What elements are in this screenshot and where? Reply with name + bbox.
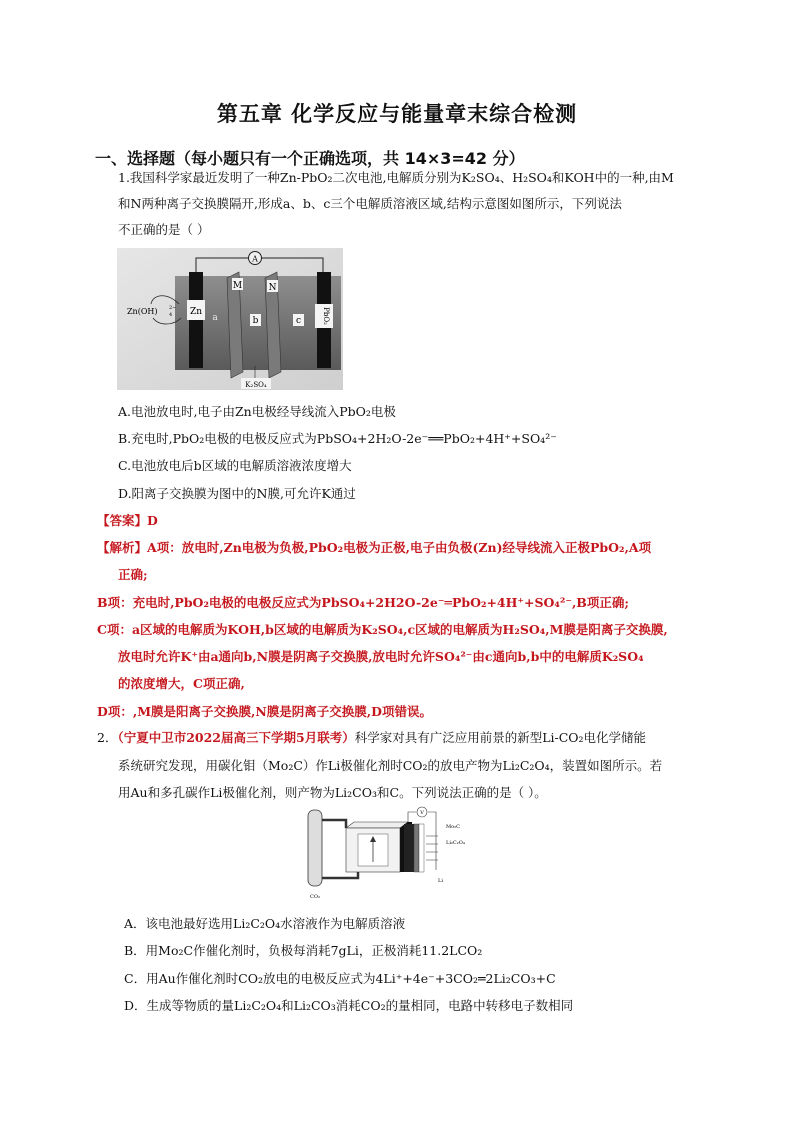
region-c-label: c [295,316,302,326]
q2-stem-line-2: 系统研究发现，用碳化钼（Mo₂C）作Li极催化剂时CO₂的放电产物为Li₂C₂O₄，装置如图所示。若 [118,758,663,773]
q1-analysis-line-1 [97,540,651,556]
q2-stem-line-1 [97,730,646,746]
zincate-charge: 2− [169,305,177,311]
q1-option-b: B.充电时,PbO₂电极的电极反应式为PbSO₄+2H₂O-2e⁻══PbO₂+4H⁺+SO₄²⁻ [118,431,557,446]
m-label: M [232,281,243,291]
k2so4-label: K₂SO₄ [245,381,267,389]
q2-source: （宁夏中卫市2022届高三下学期5月联考） [117,730,355,745]
zincate-label: Zn(OH) [127,307,158,316]
q1-analysis-line-7: D项：,M膜是阳离子交换膜,N膜是阴离子交换膜,D项错误。 [97,704,432,719]
zn-label: Zn [189,307,203,317]
region-b-label: b [252,316,259,326]
q2-option-d: D．生成等物质的量Li₂C₂O₄和Li₂CO₃消耗CO₂的量相同，电路中转移电子数相同 [124,998,574,1013]
n-label: N [268,283,277,293]
q1-analysis-line-6: 的浓度增大，C项正确, [118,676,245,691]
analysis-text: A项：放电时,Zn电极为负极,PbO₂电极为正极,电子由负极(Zn)经导线流入正极PbO₂,A项 [147,540,652,555]
q1-stem-line-3: 不正确的是（ ） [118,222,210,237]
q1-analysis-line-3: B项：充电时,PbO₂电极的电极反应式为PbSO₄+2H2O-2e⁻═PbO₂+4H⁺+SO₄²⁻,B项正确; [97,595,629,610]
q2-option-a: A．该电池最好选用Li₂C₂O₄水溶液作为电解质溶液 [124,916,406,931]
q1-stem-line-2: 和N两种离子交换膜隔开,形成a、b、c三个电解质溶液区域,结构示意图如图所示，下列说法 [118,196,622,211]
q1-option-a: A.电池放电时,电子由Zn电极经导线流入PbO₂电极 [118,404,396,419]
co2-cylinder [308,810,322,886]
q1-option-d: D.阳离子交换膜为图中的N膜,可允许K通过 [118,486,356,501]
q2-option-c: C．用Au作催化剂时CO₂放电的电极反应式为4Li⁺+4e⁻+3CO₂═2Li₂CO₃+C [124,971,556,986]
q1-option-c: C.电池放电后b区域的电解质溶液浓度增大 [118,458,352,473]
q2-stem-line-3: 用Au和多孔碳作Li极催化剂，则产物为Li₂CO₃和C。下列说法正确的是（ ）。 [118,785,547,800]
zincate-count: 4 [169,312,173,318]
answer-tag: 【答案】 [97,513,148,528]
answer-value: D [147,513,158,528]
li-label: Li [438,878,443,884]
section-heading: 一、选择题（每小题只有一个正确选项，共 14×3=42 分） [95,149,525,168]
q2-option-b: B．用Mo₂C作催化剂时，负极每消耗7gLi，正极消耗11.2LCO₂ [124,943,483,958]
q1-answer [97,513,158,529]
battery-diagram-figure [117,248,343,390]
pbo2-label: PbO₂ [322,307,330,325]
q2-stem-text: 科学家对具有广泛应用前景的新型Li-CO₂电化学储能 [354,730,647,745]
ammeter-label: A [252,254,258,264]
q1-analysis-line-5: 放电时允许K⁺由a通向b,N膜是阴离子交换膜,放电时允许SO₄²⁻由c通向b,b中的电解质K₂SO₄ [118,649,644,664]
page-title: 第五章 化学反应与能量章末综合检测 [216,102,578,126]
q1-analysis-line-4: C项：a区域的电解质为KOH,b区域的电解质为K₂SO₄,c区域的电解质为H₂SO₄,M膜是阳离子交换膜, [97,622,668,637]
q1-stem-line-1: 1.我国科学家最近发明了一种Zn-PbO₂二次电池,电解质分别为K₂SO₄、H₂SO₄和KOH中的一种,由M [118,170,674,185]
q1-analysis-line-2: 正确; [118,567,148,582]
q2-number: 2． [97,730,118,745]
li2c2o4-label: Li₂C₂O₄ [446,840,465,846]
li-co2-battery-figure [300,806,490,902]
li-electrode [419,824,424,872]
co2-label: CO₂ [310,894,320,900]
region-a-label: a [212,313,218,323]
analysis-tag: 【解析】 [97,540,148,555]
voltmeter-label: V [420,810,424,816]
mo2c-label: Mo₂C [446,824,460,830]
